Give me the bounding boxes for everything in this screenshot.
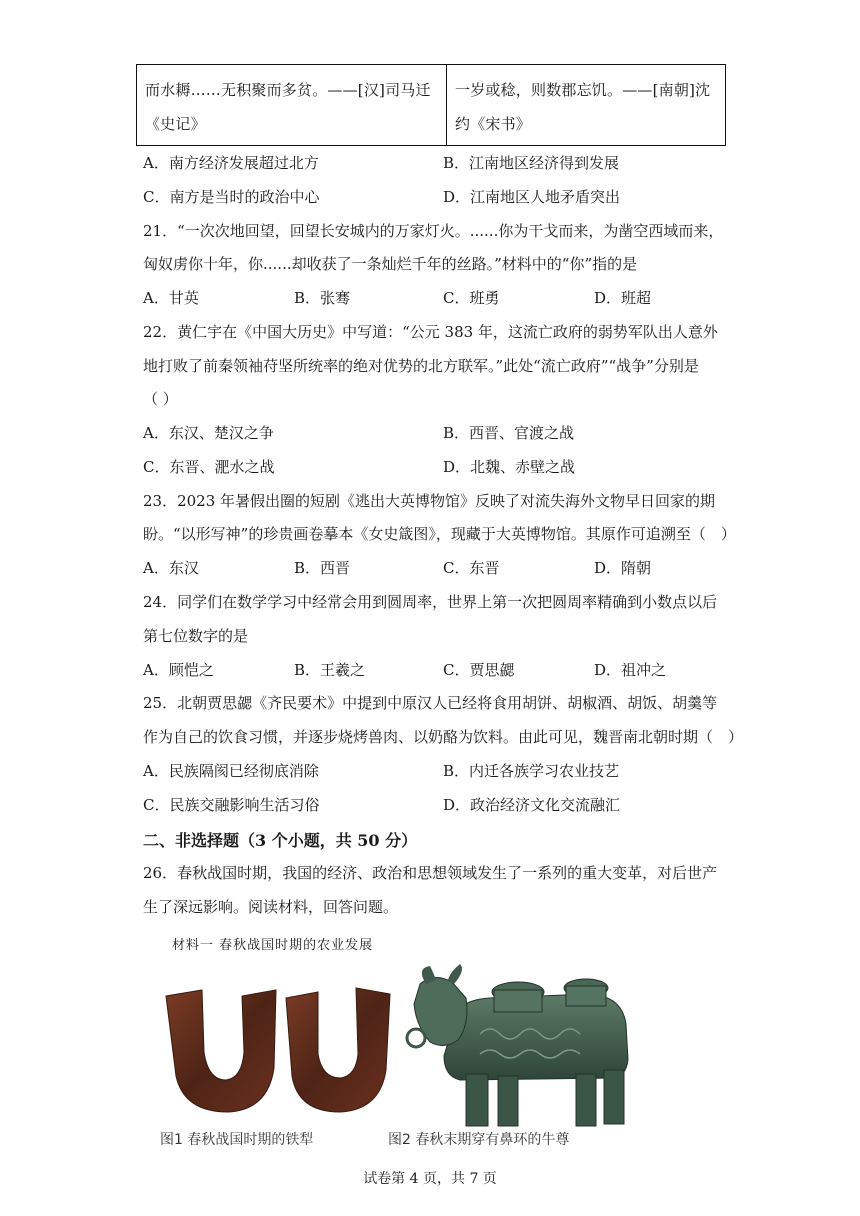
q23-stem-line2: 盼。“以形写神”的珍贵画卷摹本《女史箴图》，现藏于大英博物馆。其原作可追溯至（ ）: [143, 525, 736, 543]
iron-plow-2: [286, 988, 390, 1112]
q22-stem-line3: （ ）: [143, 390, 178, 408]
q24-option-c: C．贾思勰: [443, 661, 515, 679]
q21-stem-line1: 21．“一次次地回望，回望长安城内的万家灯火。......你为干戈而来，为凿空西域而来，: [143, 222, 724, 240]
iron-plow-1: [166, 990, 276, 1112]
q25-option-b: B．内迁各族学习农业技艺: [443, 762, 620, 780]
q24-stem-line2: 第七位数字的是: [143, 627, 249, 645]
q24-stem-line1: 24．同学们在数学学习中经常会用到圆周率，世界上第一次把圆周率精确到小数点以后: [143, 593, 718, 611]
q25-option-c: C．民族交融影响生活习俗: [143, 796, 320, 814]
q20-option-d: D．江南地区人地矛盾突出: [443, 188, 621, 206]
figure1-caption: 图1 春秋战国时期的铁犁: [160, 1132, 314, 1148]
q21-option-c: C．班勇: [443, 289, 500, 307]
q21-option-d: D．班超: [594, 289, 652, 307]
q24-option-a: A．顾恺之: [143, 661, 214, 679]
page-footer: 试卷第 4 页，共 7 页: [363, 1171, 497, 1187]
q25-option-d: D．政治经济文化交流融汇: [443, 796, 621, 814]
material-cell-right: 一岁或稔，则数郡忘饥。——[南朝]沈约《宋书》: [447, 65, 726, 146]
q22-option-c: C．东晋、淝水之战: [143, 458, 275, 476]
material-title: 材料一 春秋战国时期的农业发展: [172, 938, 374, 953]
q23-option-b: B．西晋: [294, 559, 351, 577]
section-heading: 二、非选择题（3 个小题，共 50 分）: [143, 831, 418, 850]
material-table: [136, 64, 726, 146]
q25-option-a: A．民族隔阂已经彻底消除: [143, 762, 319, 780]
q22-option-d: D．北魏、赤壁之战: [443, 458, 576, 476]
q22-option-b: B．西晋、官渡之战: [443, 424, 575, 442]
q25-stem-line1: 25．北朝贾思勰《齐民要术》中提到中原汉人已经将食用胡饼、胡椒酒、胡饭、胡羹等: [143, 694, 718, 712]
ox-zun-figure: [400, 964, 636, 1134]
q23-stem-line1: 23．2023 年暑假出圈的短剧《逃出大英博物馆》反映了对流失海外文物早日回家的期: [143, 492, 716, 510]
q24-option-b: B．王羲之: [294, 661, 366, 679]
material-cell-left: 而水耨……无积聚而多贫。——[汉]司马迁《史记》: [137, 65, 447, 146]
q22-stem-line1: 22．黄仁宇在《中国大历史》中写道：“公元 383 年，这流亡政府的弱势军队出人意外: [143, 323, 718, 341]
q22-option-a: A．东汉、楚汉之争: [143, 424, 274, 442]
q20-option-a: A．南方经济发展超过北方: [143, 154, 319, 172]
q24-option-d: D．祖冲之: [594, 661, 667, 679]
q22-stem-line2: 地打败了前秦领袖苻坚所统率的绝对优势的北方联军。”此处“流亡政府”“战争”分别是: [143, 357, 699, 375]
nose-ring: [407, 1029, 425, 1047]
q23-option-d: D．隋朝: [594, 559, 652, 577]
q26-stem-line2: 生了深远影响。阅读材料，回答问题。: [143, 898, 399, 916]
q23-option-c: C．东晋: [443, 559, 500, 577]
q21-stem-line2: 匈奴虏你十年，你......却收获了一条灿烂千年的丝路。”材料中的“你”指的是: [143, 255, 638, 273]
q21-option-a: A．甘英: [143, 289, 199, 307]
q26-stem-line1: 26．春秋战国时期，我国的经济、政治和思想领域发生了一系列的重大变革，对后世产: [143, 864, 718, 882]
q25-stem-line2: 作为自己的饮食习惯，并逐步烧烤兽肉、以奶酪为饮料。由此可见，魏晋南北朝时期（ ）: [143, 728, 744, 746]
figure2-caption: 图2 春秋末期穿有鼻环的牛尊: [388, 1132, 570, 1148]
q23-option-a: A．东汉: [143, 559, 199, 577]
q21-option-b: B．张骞: [294, 289, 351, 307]
q20-option-b: B．江南地区经济得到发展: [443, 154, 620, 172]
iron-plow-figure: [158, 980, 408, 1120]
q20-option-c: C．南方是当时的政治中心: [143, 188, 320, 206]
